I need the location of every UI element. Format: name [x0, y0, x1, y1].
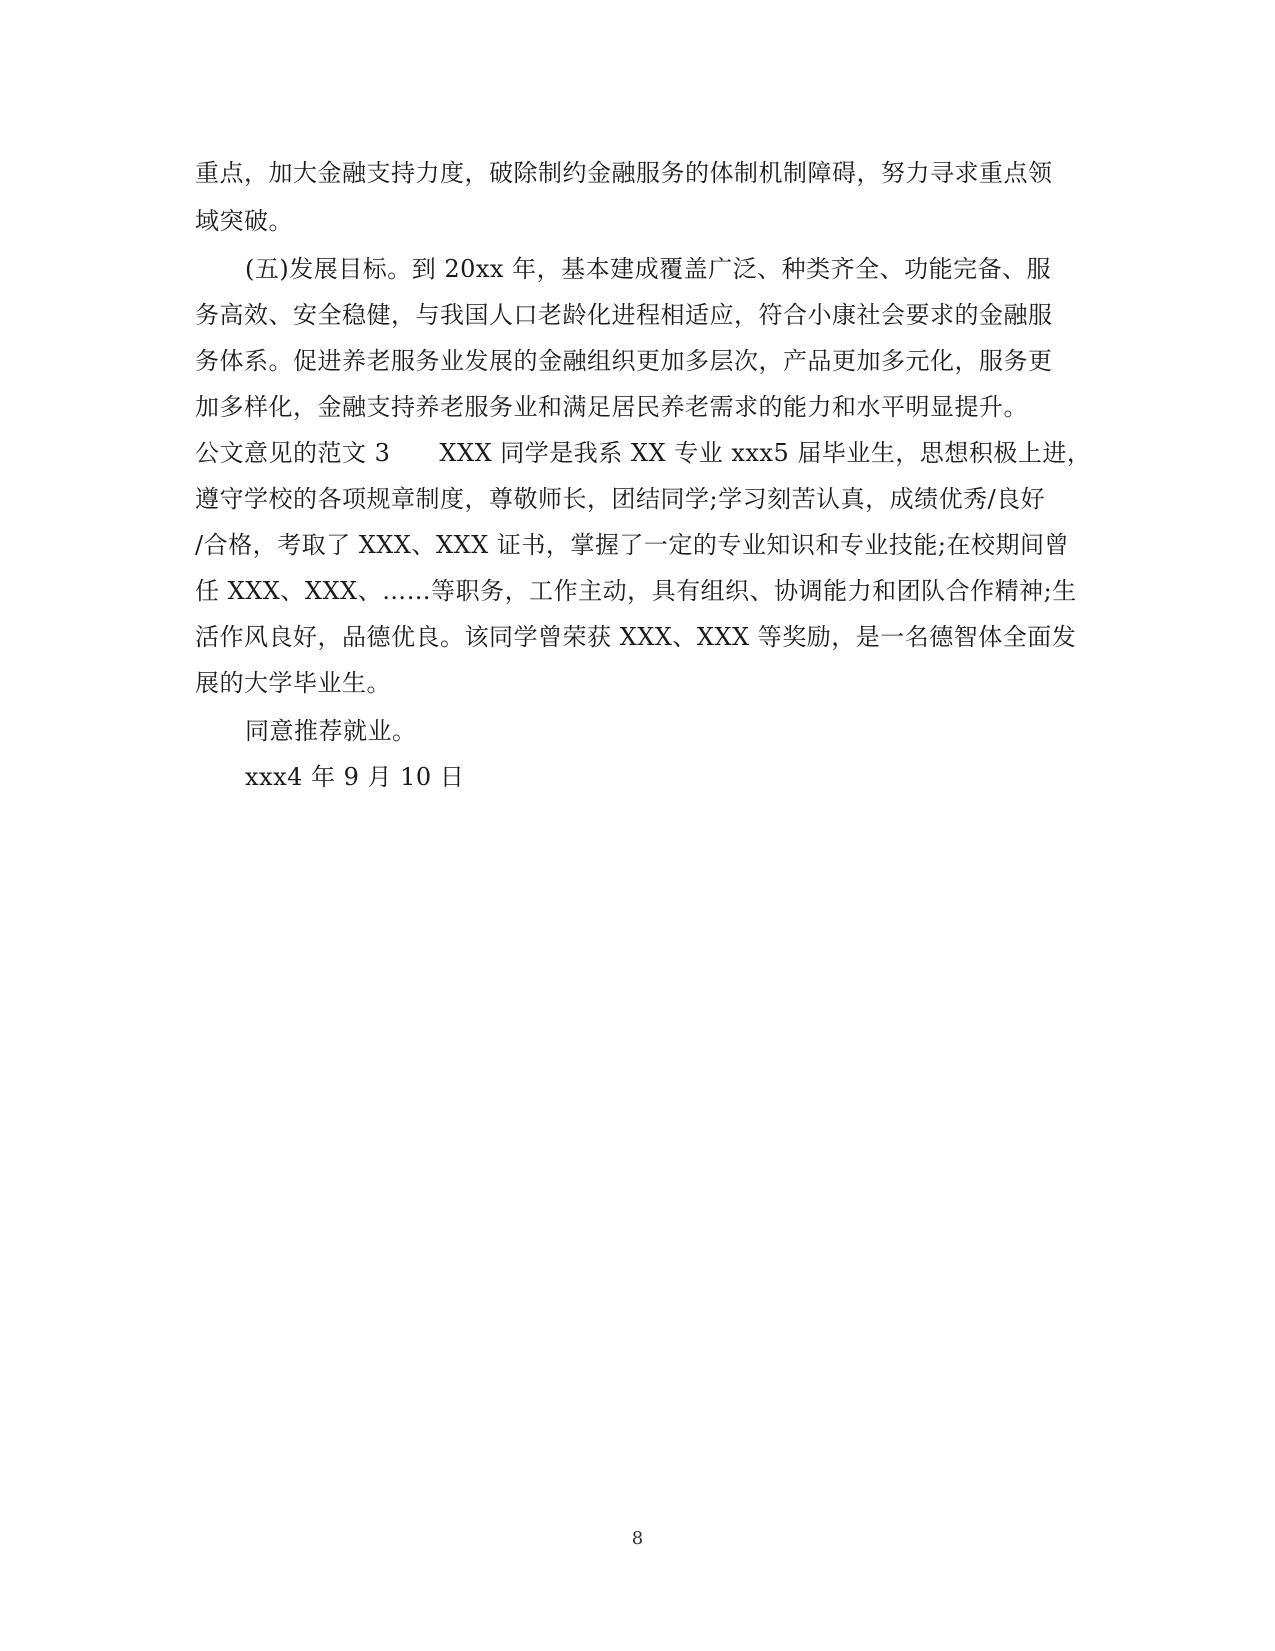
body-text-line: 任 XXX、XXX、……等职务，工作主动，具有组织、协调能力和团队合作精神;生	[195, 577, 1077, 605]
body-text-line: 加多样化，金融支持养老服务业和满足居民养老需求的能力和水平明显提升。	[195, 393, 1028, 421]
body-text-line: 重点，加大金融支持力度，破除制约金融服务的体制机制障碍，努力寻求重点领	[195, 159, 1053, 187]
recommendation-line: 同意推荐就业。	[245, 717, 417, 745]
body-text-line: 务体系。促进养老服务业发展的金融组织更加多层次，产品更加多元化，服务更	[195, 347, 1053, 375]
page-number: 8	[631, 1528, 644, 1549]
date-line: xxx4 年 9 月 10 日	[245, 763, 465, 791]
body-text-line: /合格，考取了 XXX、XXX 证书，掌握了一定的专业知识和专业技能;在校期间曾	[195, 531, 1069, 559]
section-heading-line: 公文意见的范文 3 XXX 同学是我系 XX 专业 xxx5 届毕业生，思想积极上进，	[195, 439, 1092, 467]
body-text-line: (五)发展目标。到 20xx 年，基本建成覆盖广泛、种类齐全、功能完备、服	[245, 255, 1052, 283]
body-text-line: 展的大学毕业生。	[195, 669, 391, 697]
body-text-line: 务高效、安全稳健，与我国人口老龄化进程相适应，符合小康社会要求的金融服	[195, 301, 1053, 329]
body-text-line: 活作风良好，品德优良。该同学曾荣获 XXX、XXX 等奖励，是一名德智体全面发	[195, 623, 1077, 651]
body-text-line: 遵守学校的各项规章制度，尊敬师长，团结同学;学习刻苦认真，成绩优秀/良好	[195, 485, 1046, 513]
body-text-line: 域突破。	[195, 207, 293, 235]
